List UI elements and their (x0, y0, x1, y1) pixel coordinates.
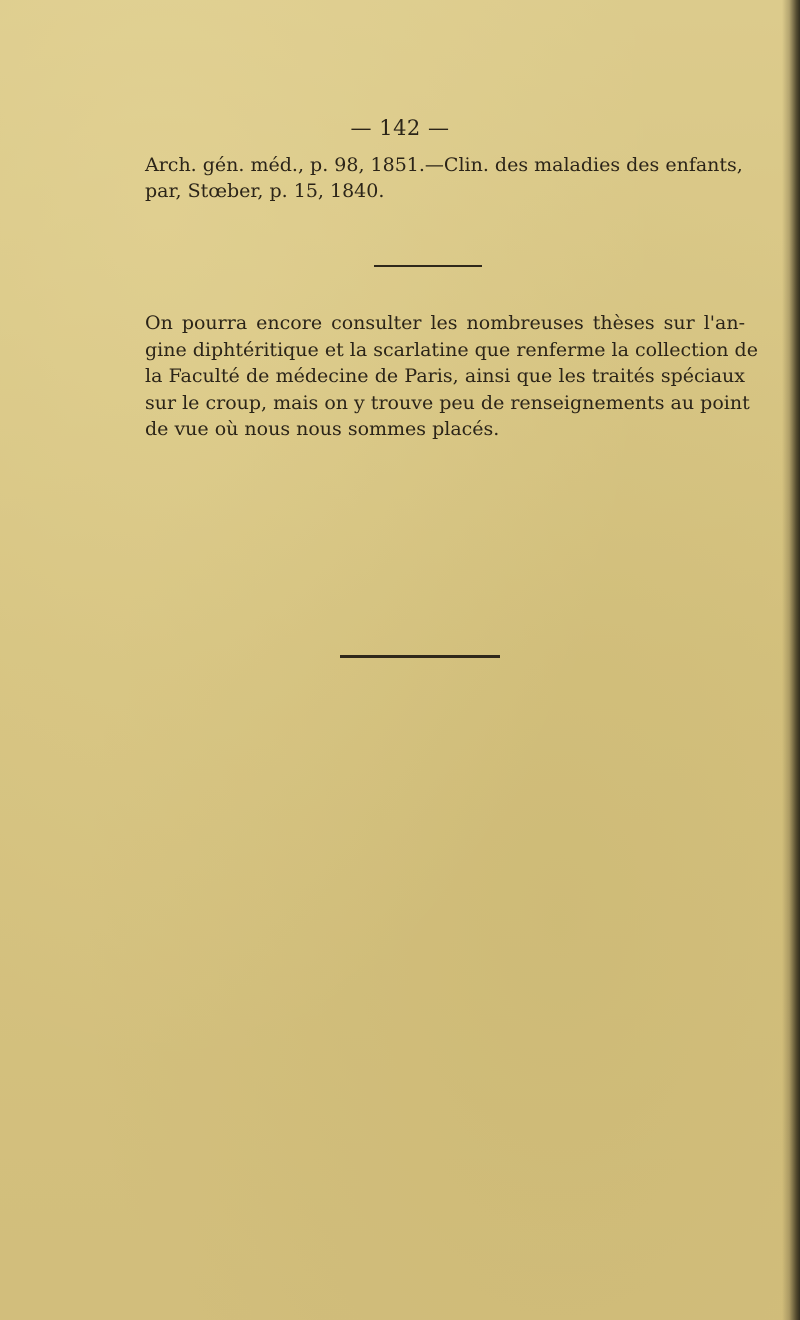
section-divider-long (340, 655, 500, 658)
paragraph-line: la Faculté de médecine de Paris, ainsi que les traités spéciaux (145, 365, 745, 387)
page-edge-shadow (782, 0, 800, 1320)
paragraph-line: gine diphtéritique et la scarlatine que renferme la collection de (145, 338, 758, 361)
paragraph-line: On pourra encore consulter les nombreuses thèses sur l'an- (145, 312, 745, 334)
body-paragraph (145, 310, 758, 443)
reference-line: Arch. gén. méd., p. 98, 1851.—Clin. des maladies des enfants, (145, 154, 743, 176)
paragraph-line: sur le croup, mais on y trouve peu de renseignements au point (145, 391, 750, 414)
section-divider-short (374, 265, 482, 267)
paragraph-line: de vue où nous nous sommes placés. (145, 418, 500, 440)
reference-line: par, Stœber, p. 15, 1840. (145, 180, 385, 202)
bibliographic-reference (145, 152, 765, 204)
page-number: — 142 — (350, 116, 450, 140)
